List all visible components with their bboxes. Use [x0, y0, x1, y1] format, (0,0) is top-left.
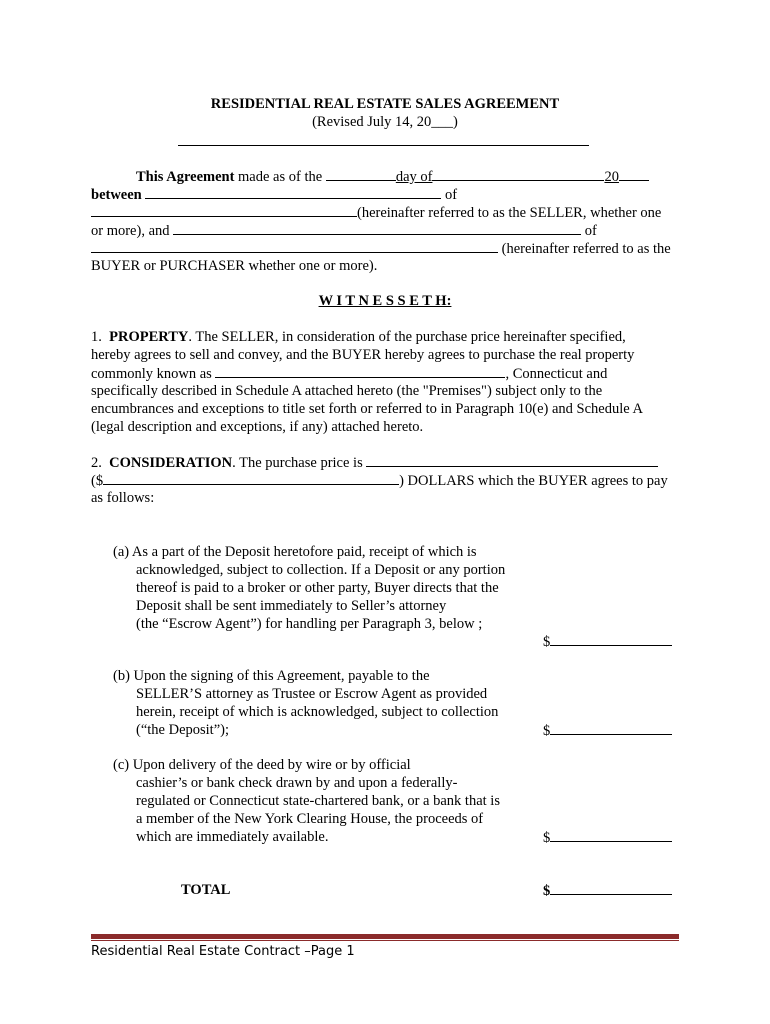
purchase-price-words-blank[interactable]: [366, 453, 658, 467]
property-line-6: (legal description and exceptions, if any) attached hereto.: [91, 419, 424, 435]
total-label: TOTAL: [181, 882, 231, 898]
item-c-amount: $: [543, 828, 672, 847]
item-a-line-4: Deposit shall be sent immediately to Seller’s attorney: [136, 598, 447, 614]
year-blank[interactable]: [619, 167, 649, 181]
seller-address-blank[interactable]: [91, 203, 357, 217]
item-c-line-3: regulated or Connecticut state-chartered bank, or a bank that is: [136, 793, 500, 809]
item-a-line-1: (a) As a part of the Deposit heretofore paid, receipt of which is: [113, 544, 477, 560]
item-c-line-2: cashier’s or bank check drawn by and upon a federally-: [136, 775, 458, 791]
buyer-address-blank[interactable]: [91, 239, 498, 253]
intro-line-6: BUYER or PURCHASER whether one or more).: [91, 258, 378, 274]
property-heading: PROPERTY: [109, 329, 189, 345]
revision-note: (Revised July 14, 20___): [312, 114, 458, 130]
total-amount: $: [543, 881, 672, 900]
page-footer: Residential Real Estate Contract –Page 1: [91, 944, 355, 959]
witnesseth-heading: W I T N E S S E T H:: [318, 293, 452, 309]
document-title: RESIDENTIAL REAL ESTATE SALES AGREEMENT: [210, 96, 560, 112]
footer-rule-thin: [91, 940, 679, 941]
property-address-blank[interactable]: [215, 364, 505, 378]
consideration-heading: CONSIDERATION: [109, 455, 233, 471]
purchase-price-amount-blank[interactable]: [103, 471, 399, 485]
intro-line-1: This Agreement made as of the day of 20: [136, 167, 649, 186]
total-amount-blank[interactable]: [550, 881, 672, 895]
property-line-5: encumbrances and exceptions to title set forth or referred to in Paragraph 10(e) and Schedule A: [91, 401, 644, 417]
buyer-name-blank[interactable]: [173, 221, 581, 235]
month-blank[interactable]: [432, 167, 604, 181]
title-divider: [178, 145, 589, 146]
intro-line-5: (hereinafter referred to as the: [91, 239, 671, 258]
intro-line-3: (hereinafter referred to as the SELLER, whether one: [91, 203, 661, 222]
item-a-line-3: thereof is paid to a broker or other party, Buyer directs that the: [136, 580, 499, 596]
intro-line-2: between of: [91, 187, 458, 203]
item-a-amount-blank[interactable]: [550, 632, 672, 646]
intro-bold-lead: This Agreement: [136, 169, 235, 185]
intro-line-4: or more), and of: [91, 223, 597, 239]
consideration-line-3: as follows:: [91, 490, 155, 506]
item-b-line-3: herein, receipt of which is acknowledged, subject to collection: [136, 704, 499, 720]
property-line-1: 1. PROPERTY. The SELLER, in consideration of the purchase price hereinafter specified,: [91, 329, 626, 345]
property-line-4: specifically described in Schedule A attached hereto (the "Premises") subject only to the: [91, 383, 603, 399]
consideration-line-2: ($ ) DOLLARS which the BUYER agrees to pay: [91, 473, 668, 489]
seller-name-blank[interactable]: [145, 185, 441, 199]
consideration-line-1: 2. CONSIDERATION. The purchase price is: [91, 453, 658, 472]
property-line-3: commonly known as , Connecticut and: [91, 366, 608, 382]
day-blank[interactable]: [326, 167, 396, 181]
item-c-line-5: which are immediately available.: [136, 829, 329, 845]
item-b-line-2: SELLER’S attorney as Trustee or Escrow Agent as provided: [136, 686, 488, 702]
item-b-amount: $: [543, 721, 672, 740]
item-a-amount: $: [543, 632, 672, 651]
footer-rule: [91, 934, 679, 939]
item-a-line-5: (the “Escrow Agent”) for handling per Paragraph 3, below ;: [136, 616, 483, 632]
item-b-line-1: (b) Upon the signing of this Agreement, payable to the: [113, 668, 430, 684]
item-b-amount-blank[interactable]: [550, 721, 672, 735]
item-c-amount-blank[interactable]: [550, 828, 672, 842]
property-line-2: hereby agrees to sell and convey, and the BUYER hereby agrees to purchase the real property: [91, 347, 635, 363]
item-c-line-1: (c) Upon delivery of the deed by wire or by official: [113, 757, 411, 773]
item-a-line-2: acknowledged, subject to collection. If a Deposit or any portion: [136, 562, 506, 578]
item-b-line-4: (“the Deposit”);: [136, 722, 230, 738]
item-c-line-4: a member of the New York Clearing House, the proceeds of: [136, 811, 484, 827]
